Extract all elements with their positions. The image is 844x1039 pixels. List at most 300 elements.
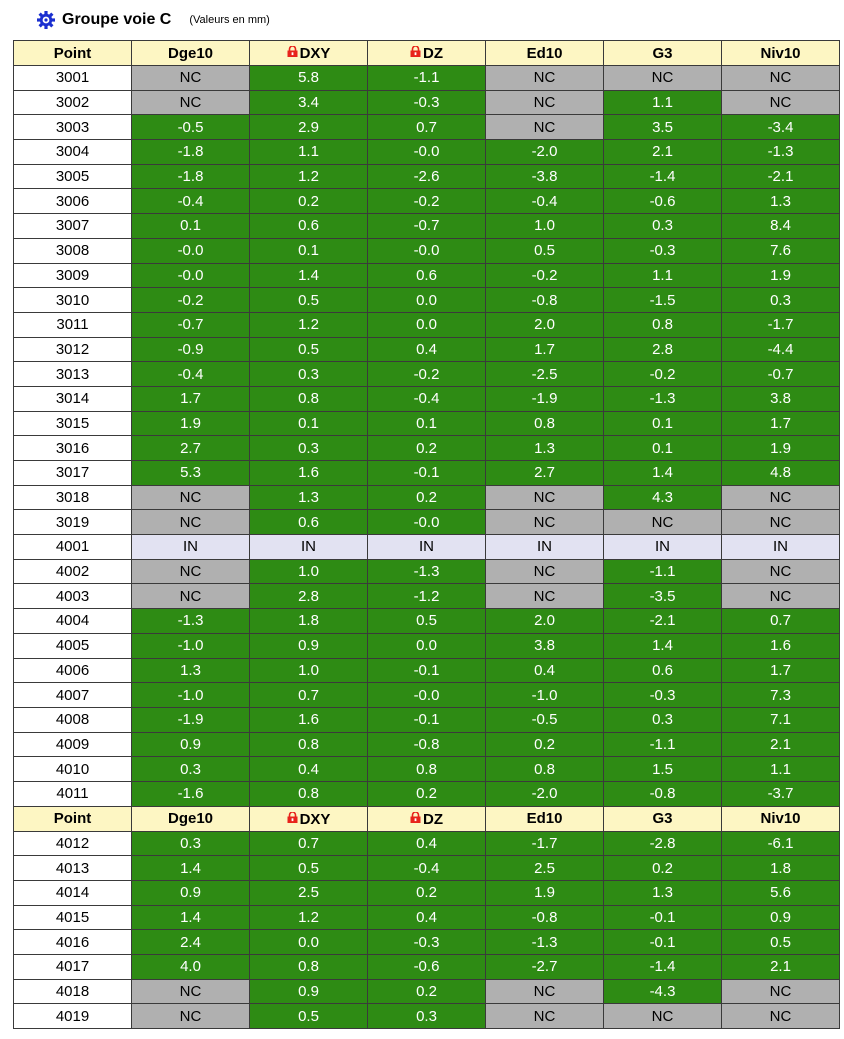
value-cell-niv10: -2.1 — [722, 164, 840, 189]
value-cell-niv10: 5.6 — [722, 881, 840, 906]
point-id-cell: 4017 — [14, 955, 132, 980]
value-cell-ed10: -0.8 — [486, 288, 604, 313]
value-cell-dxy: 1.2 — [250, 905, 368, 930]
value-cell-dge10: -1.6 — [132, 781, 250, 806]
column-header-label: DZ — [423, 45, 443, 62]
value-cell-dxy: 0.5 — [250, 288, 368, 313]
point-id-cell: 3014 — [14, 386, 132, 411]
value-cell-dxy: 2.8 — [250, 584, 368, 609]
table-row — [14, 559, 840, 584]
value-cell-dxy: 1.2 — [250, 312, 368, 337]
column-header-label: Niv10 — [760, 810, 801, 828]
column-header-ed10 — [486, 41, 604, 66]
value-cell-dz: 0.0 — [368, 312, 486, 337]
value-cell-dxy: 0.8 — [250, 955, 368, 980]
value-cell-dxy: 0.5 — [250, 1004, 368, 1029]
lock-icon — [287, 41, 298, 52]
lock-icon — [287, 807, 298, 818]
value-cell-dge10: -0.9 — [132, 337, 250, 362]
value-cell-dge10: NC — [132, 1004, 250, 1029]
value-cell-g3: -0.2 — [604, 362, 722, 387]
value-cell-ed10: NC — [486, 510, 604, 535]
value-cell-dge10: -0.0 — [132, 238, 250, 263]
value-cell-dge10: NC — [132, 510, 250, 535]
value-cell-ed10: 1.9 — [486, 881, 604, 906]
lock-icon — [410, 41, 421, 52]
column-header-label: Ed10 — [526, 810, 563, 828]
value-cell-dge10: 5.3 — [132, 461, 250, 486]
measurements-table — [13, 40, 840, 1029]
point-id-cell: 3005 — [14, 164, 132, 189]
value-cell-ed10: 0.8 — [486, 411, 604, 436]
table-row — [14, 881, 840, 906]
value-cell-dge10: -1.0 — [132, 683, 250, 708]
point-id-cell: 4002 — [14, 559, 132, 584]
value-cell-niv10: 1.9 — [722, 436, 840, 461]
value-cell-g3: -0.3 — [604, 683, 722, 708]
value-cell-g3: -1.1 — [604, 732, 722, 757]
value-cell-g3: 4.3 — [604, 485, 722, 510]
column-header-dxy — [250, 41, 368, 66]
value-cell-dge10: -0.5 — [132, 115, 250, 140]
value-cell-dge10: 0.9 — [132, 881, 250, 906]
value-cell-dge10: -0.2 — [132, 288, 250, 313]
point-id-cell: 3010 — [14, 288, 132, 313]
value-cell-dz: -0.0 — [368, 238, 486, 263]
table-row — [14, 238, 840, 263]
table-row — [14, 337, 840, 362]
value-cell-niv10: 1.7 — [722, 411, 840, 436]
lock-icon — [410, 807, 421, 818]
value-cell-dxy: 0.8 — [250, 386, 368, 411]
value-cell-dge10: -1.3 — [132, 609, 250, 634]
value-cell-dz: 0.4 — [368, 905, 486, 930]
value-cell-niv10: -4.4 — [722, 337, 840, 362]
value-cell-dz: 0.0 — [368, 288, 486, 313]
value-cell-dge10: 1.4 — [132, 856, 250, 881]
column-header-niv10 — [722, 806, 840, 831]
value-cell-ed10: 1.0 — [486, 214, 604, 239]
point-id-cell: 4006 — [14, 658, 132, 683]
point-id-cell: 4008 — [14, 707, 132, 732]
point-id-cell: 3019 — [14, 510, 132, 535]
value-cell-niv10: 0.7 — [722, 609, 840, 634]
value-cell-dxy: 2.5 — [250, 881, 368, 906]
value-cell-niv10: 0.9 — [722, 905, 840, 930]
value-cell-ed10: NC — [486, 115, 604, 140]
point-id-cell: 4014 — [14, 881, 132, 906]
value-cell-ed10: NC — [486, 90, 604, 115]
value-cell-dz: -0.1 — [368, 658, 486, 683]
value-cell-ed10: -1.0 — [486, 683, 604, 708]
value-cell-niv10: 7.6 — [722, 238, 840, 263]
value-cell-dz: -0.2 — [368, 189, 486, 214]
value-cell-g3: NC — [604, 1004, 722, 1029]
point-id-cell: 4011 — [14, 781, 132, 806]
value-cell-ed10: 0.8 — [486, 757, 604, 782]
point-id-cell: 3001 — [14, 66, 132, 91]
value-cell-niv10: NC — [722, 979, 840, 1004]
point-id-cell: 3008 — [14, 238, 132, 263]
value-cell-dz: -0.3 — [368, 90, 486, 115]
point-id-cell: 4012 — [14, 831, 132, 856]
table-row — [14, 115, 840, 140]
value-cell-g3: 1.3 — [604, 881, 722, 906]
column-header-label: Niv10 — [760, 44, 801, 62]
value-cell-dge10: 1.7 — [132, 386, 250, 411]
value-cell-dz: -1.2 — [368, 584, 486, 609]
value-cell-dge10: NC — [132, 979, 250, 1004]
value-cell-ed10: 1.3 — [486, 436, 604, 461]
column-header-dge10 — [132, 41, 250, 66]
column-header-dge10 — [132, 806, 250, 831]
value-cell-ed10: NC — [486, 584, 604, 609]
value-cell-dge10: -1.9 — [132, 707, 250, 732]
value-cell-ed10: 3.8 — [486, 633, 604, 658]
value-cell-ed10: 2.7 — [486, 461, 604, 486]
value-cell-dge10: NC — [132, 559, 250, 584]
value-cell-dge10: 0.1 — [132, 214, 250, 239]
value-cell-niv10: 0.3 — [722, 288, 840, 313]
value-cell-ed10: NC — [486, 66, 604, 91]
point-id-cell: 3002 — [14, 90, 132, 115]
value-cell-dge10: -0.4 — [132, 362, 250, 387]
point-id-cell: 3011 — [14, 312, 132, 337]
value-cell-niv10: 1.8 — [722, 856, 840, 881]
value-cell-dge10: 1.9 — [132, 411, 250, 436]
value-cell-g3: 2.8 — [604, 337, 722, 362]
value-cell-niv10: NC — [722, 66, 840, 91]
value-cell-dz: 0.5 — [368, 609, 486, 634]
value-cell-dz: 0.0 — [368, 633, 486, 658]
value-cell-dz: -1.1 — [368, 66, 486, 91]
table-row — [14, 707, 840, 732]
value-cell-dz: IN — [368, 535, 486, 560]
point-id-cell: 4018 — [14, 979, 132, 1004]
value-cell-niv10: 4.8 — [722, 461, 840, 486]
value-cell-dxy: 1.8 — [250, 609, 368, 634]
value-cell-ed10: -2.0 — [486, 781, 604, 806]
value-cell-g3: -1.4 — [604, 955, 722, 980]
value-cell-niv10: NC — [722, 510, 840, 535]
value-cell-dz: -0.7 — [368, 214, 486, 239]
value-cell-dz: -0.3 — [368, 930, 486, 955]
value-cell-ed10: -0.5 — [486, 707, 604, 732]
value-cell-niv10: 7.3 — [722, 683, 840, 708]
value-cell-niv10: -3.7 — [722, 781, 840, 806]
value-cell-dge10: 2.4 — [132, 930, 250, 955]
value-cell-dxy: 0.9 — [250, 633, 368, 658]
value-cell-ed10: -3.8 — [486, 164, 604, 189]
value-cell-niv10: -0.7 — [722, 362, 840, 387]
column-header-g3 — [604, 806, 722, 831]
value-cell-dxy: 3.4 — [250, 90, 368, 115]
value-cell-dz: -2.6 — [368, 164, 486, 189]
point-id-cell: 3003 — [14, 115, 132, 140]
column-header-label: G3 — [652, 810, 673, 828]
value-cell-dxy: 0.8 — [250, 732, 368, 757]
value-cell-ed10: -2.5 — [486, 362, 604, 387]
value-cell-dge10: -1.8 — [132, 164, 250, 189]
value-cell-niv10: 1.6 — [722, 633, 840, 658]
value-cell-g3: -2.1 — [604, 609, 722, 634]
value-cell-dz: -0.1 — [368, 707, 486, 732]
column-header-g3 — [604, 41, 722, 66]
value-cell-dz: -1.3 — [368, 559, 486, 584]
point-id-cell: 4016 — [14, 930, 132, 955]
point-id-cell: 4003 — [14, 584, 132, 609]
value-cell-ed10: NC — [486, 559, 604, 584]
column-header-point — [14, 41, 132, 66]
value-cell-g3: 1.4 — [604, 633, 722, 658]
value-cell-g3: 0.2 — [604, 856, 722, 881]
table-row — [14, 584, 840, 609]
value-cell-ed10: 2.5 — [486, 856, 604, 881]
value-cell-g3: 1.4 — [604, 461, 722, 486]
column-header-label: DZ — [423, 810, 443, 828]
value-cell-dz: -0.0 — [368, 683, 486, 708]
value-cell-ed10: -0.8 — [486, 905, 604, 930]
value-cell-dz: -0.4 — [368, 386, 486, 411]
table-row — [14, 732, 840, 757]
value-cell-niv10: 7.1 — [722, 707, 840, 732]
value-cell-dge10: NC — [132, 584, 250, 609]
column-header-label: Dge10 — [167, 810, 214, 828]
value-cell-dxy: 0.7 — [250, 683, 368, 708]
value-cell-g3: IN — [604, 535, 722, 560]
value-cell-dge10: 2.7 — [132, 436, 250, 461]
table-row — [14, 979, 840, 1004]
value-cell-ed10: 1.7 — [486, 337, 604, 362]
point-id-cell: 3012 — [14, 337, 132, 362]
table-row — [14, 683, 840, 708]
value-cell-dge10: 1.3 — [132, 658, 250, 683]
column-header-label: Ed10 — [526, 44, 563, 62]
value-cell-dge10: -1.8 — [132, 140, 250, 165]
value-cell-ed10: -0.4 — [486, 189, 604, 214]
column-header-dxy — [250, 806, 368, 831]
value-cell-dxy: 0.9 — [250, 979, 368, 1004]
value-cell-dz: -0.0 — [368, 140, 486, 165]
point-id-cell: 4001 — [14, 535, 132, 560]
table-row — [14, 1004, 840, 1029]
value-cell-g3: -1.5 — [604, 288, 722, 313]
value-cell-dge10: -0.4 — [132, 189, 250, 214]
value-cell-niv10: NC — [722, 485, 840, 510]
table-row — [14, 288, 840, 313]
point-id-cell: 3007 — [14, 214, 132, 239]
value-cell-dxy: 0.2 — [250, 189, 368, 214]
value-cell-g3: 0.3 — [604, 214, 722, 239]
value-cell-dz: 0.3 — [368, 1004, 486, 1029]
value-cell-dge10: -1.0 — [132, 633, 250, 658]
column-header-label: G3 — [652, 44, 673, 62]
value-cell-dxy: 0.8 — [250, 781, 368, 806]
value-cell-dge10: 1.4 — [132, 905, 250, 930]
value-cell-dge10: NC — [132, 90, 250, 115]
table-row — [14, 930, 840, 955]
value-cell-dge10: 0.9 — [132, 732, 250, 757]
point-id-cell: 3006 — [14, 189, 132, 214]
value-cell-niv10: IN — [722, 535, 840, 560]
value-cell-dz: 0.8 — [368, 757, 486, 782]
table-row — [14, 263, 840, 288]
value-cell-dz: -0.6 — [368, 955, 486, 980]
point-id-cell: 3013 — [14, 362, 132, 387]
value-cell-dz: 0.2 — [368, 436, 486, 461]
table-row — [14, 535, 840, 560]
value-cell-niv10: NC — [722, 1004, 840, 1029]
column-header-niv10 — [722, 41, 840, 66]
value-cell-dxy: 0.4 — [250, 757, 368, 782]
value-cell-dz: 0.2 — [368, 881, 486, 906]
column-header-label: Point — [53, 44, 92, 62]
column-header-dz — [368, 41, 486, 66]
value-cell-dxy: 0.5 — [250, 337, 368, 362]
value-cell-g3: 3.5 — [604, 115, 722, 140]
value-cell-niv10: 1.7 — [722, 658, 840, 683]
value-cell-dxy: 0.3 — [250, 362, 368, 387]
table-row — [14, 164, 840, 189]
value-cell-niv10: 1.3 — [722, 189, 840, 214]
value-cell-dz: 0.4 — [368, 337, 486, 362]
page-title: Groupe voie C — [62, 11, 172, 28]
point-id-cell: 4009 — [14, 732, 132, 757]
value-cell-dxy: IN — [250, 535, 368, 560]
table-row — [14, 386, 840, 411]
value-cell-dge10: IN — [132, 535, 250, 560]
value-cell-g3: 0.3 — [604, 707, 722, 732]
value-cell-ed10: -1.3 — [486, 930, 604, 955]
table-row — [14, 189, 840, 214]
value-cell-ed10: 0.2 — [486, 732, 604, 757]
column-header-label: DXY — [299, 45, 331, 62]
value-cell-ed10: 2.0 — [486, 312, 604, 337]
point-id-cell: 3015 — [14, 411, 132, 436]
value-cell-niv10: 0.5 — [722, 930, 840, 955]
value-cell-dz: 0.2 — [368, 485, 486, 510]
table-row — [14, 633, 840, 658]
value-cell-g3: -3.5 — [604, 584, 722, 609]
value-cell-g3: 2.1 — [604, 140, 722, 165]
value-cell-dxy: 0.1 — [250, 238, 368, 263]
point-id-cell: 3009 — [14, 263, 132, 288]
point-id-cell: 4013 — [14, 856, 132, 881]
point-id-cell: 4015 — [14, 905, 132, 930]
value-cell-ed10: 2.0 — [486, 609, 604, 634]
value-cell-dz: -0.8 — [368, 732, 486, 757]
value-cell-g3: 0.6 — [604, 658, 722, 683]
value-cell-g3: 0.1 — [604, 411, 722, 436]
value-cell-g3: -0.1 — [604, 905, 722, 930]
units-note: (Valeurs en mm) — [189, 14, 270, 26]
value-cell-g3: -4.3 — [604, 979, 722, 1004]
value-cell-dz: -0.2 — [368, 362, 486, 387]
value-cell-g3: NC — [604, 66, 722, 91]
value-cell-g3: -2.8 — [604, 831, 722, 856]
value-cell-dge10: 0.3 — [132, 757, 250, 782]
value-cell-dz: 0.7 — [368, 115, 486, 140]
column-header-label: DXY — [299, 810, 331, 828]
value-cell-niv10: 1.1 — [722, 757, 840, 782]
value-cell-dz: -0.1 — [368, 461, 486, 486]
value-cell-dxy: 0.0 — [250, 930, 368, 955]
value-cell-g3: NC — [604, 510, 722, 535]
value-cell-dxy: 0.7 — [250, 831, 368, 856]
table-row — [14, 436, 840, 461]
table-row — [14, 757, 840, 782]
table-row — [14, 485, 840, 510]
value-cell-dxy: 5.8 — [250, 66, 368, 91]
value-cell-g3: 1.1 — [604, 263, 722, 288]
value-cell-dge10: NC — [132, 485, 250, 510]
value-cell-dz: 0.1 — [368, 411, 486, 436]
column-header-ed10 — [486, 806, 604, 831]
point-id-cell: 4005 — [14, 633, 132, 658]
value-cell-g3: -0.1 — [604, 930, 722, 955]
value-cell-dxy: 1.1 — [250, 140, 368, 165]
table-row — [14, 510, 840, 535]
point-id-cell: 3017 — [14, 461, 132, 486]
value-cell-niv10: -1.7 — [722, 312, 840, 337]
column-header-dz — [368, 806, 486, 831]
table-row — [14, 955, 840, 980]
value-cell-ed10: -2.7 — [486, 955, 604, 980]
value-cell-ed10: NC — [486, 485, 604, 510]
table-row — [14, 140, 840, 165]
table-row — [14, 214, 840, 239]
table-row — [14, 831, 840, 856]
value-cell-niv10: 2.1 — [722, 955, 840, 980]
value-cell-ed10: 0.4 — [486, 658, 604, 683]
value-cell-g3: -0.3 — [604, 238, 722, 263]
value-cell-dxy: 1.0 — [250, 658, 368, 683]
table-row — [14, 856, 840, 881]
value-cell-dxy: 0.6 — [250, 510, 368, 535]
point-id-cell: 3016 — [14, 436, 132, 461]
value-cell-ed10: -2.0 — [486, 140, 604, 165]
value-cell-g3: -0.8 — [604, 781, 722, 806]
value-cell-g3: 1.5 — [604, 757, 722, 782]
value-cell-dge10: -0.7 — [132, 312, 250, 337]
value-cell-dxy: 1.3 — [250, 485, 368, 510]
value-cell-ed10: IN — [486, 535, 604, 560]
value-cell-g3: 1.1 — [604, 90, 722, 115]
column-header-point — [14, 806, 132, 831]
value-cell-g3: 0.8 — [604, 312, 722, 337]
value-cell-dxy: 1.6 — [250, 707, 368, 732]
value-cell-g3: -1.3 — [604, 386, 722, 411]
value-cell-dxy: 0.5 — [250, 856, 368, 881]
table-row — [14, 658, 840, 683]
value-cell-g3: -0.6 — [604, 189, 722, 214]
point-id-cell: 4019 — [14, 1004, 132, 1029]
value-cell-dz: -0.4 — [368, 856, 486, 881]
value-cell-ed10: NC — [486, 1004, 604, 1029]
value-cell-dxy: 1.4 — [250, 263, 368, 288]
value-cell-ed10: -1.9 — [486, 386, 604, 411]
value-cell-dge10: 4.0 — [132, 955, 250, 980]
value-cell-niv10: -3.4 — [722, 115, 840, 140]
table-row — [14, 66, 840, 91]
value-cell-niv10: NC — [722, 584, 840, 609]
value-cell-dge10: -0.0 — [132, 263, 250, 288]
gear-icon — [36, 10, 56, 30]
point-id-cell: 3018 — [14, 485, 132, 510]
value-cell-dz: 0.2 — [368, 781, 486, 806]
value-cell-ed10: -0.2 — [486, 263, 604, 288]
table-row — [14, 609, 840, 634]
